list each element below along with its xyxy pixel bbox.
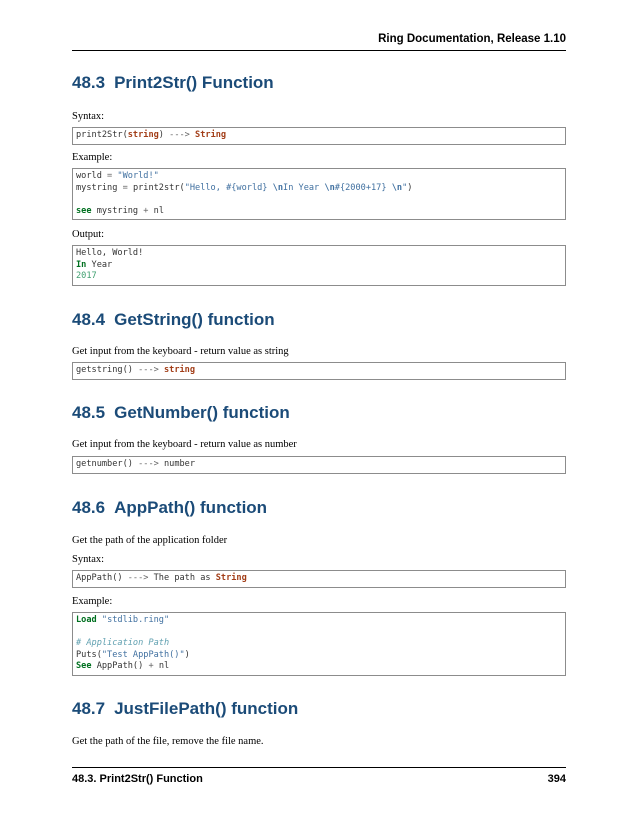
code-token: \n (272, 182, 284, 193)
code-line (76, 615, 562, 627)
code-token: The path as (148, 573, 216, 583)
section-title: GetString() function (114, 310, 275, 329)
getnumber-code-block[interactable] (72, 456, 566, 474)
code-token: "Test AppPath()" (101, 649, 185, 660)
code-line (76, 650, 562, 662)
code-token: \n (324, 182, 335, 193)
section-number: 48.7 (72, 699, 106, 718)
code-token: nl (153, 661, 170, 671)
code-line-blank (76, 194, 562, 206)
apppath-syntax-block[interactable] (72, 570, 566, 588)
code-token: AppPath() (76, 573, 128, 583)
example-code-block[interactable] (72, 168, 566, 220)
code-token: See (76, 661, 92, 671)
section-number: 48.4 (72, 310, 106, 329)
section-heading-48-3 (72, 73, 274, 93)
code-line (76, 638, 562, 650)
code-token: print2Str( (76, 130, 128, 140)
section-number: 48.5 (72, 403, 106, 422)
code-token: String (195, 130, 227, 140)
syntax-code-block[interactable] (72, 127, 566, 145)
code-token: = (107, 171, 113, 181)
output-label: Output: (72, 229, 105, 240)
example-label: Example: (72, 152, 113, 163)
code-line (76, 130, 562, 142)
section-description: Get the path of the file, remove the file name. (72, 736, 264, 747)
code-token: #{2000+17} (334, 182, 392, 193)
code-token: Year (86, 259, 113, 270)
code-token: 2017 (76, 271, 97, 281)
section-heading-48-6 (72, 498, 267, 518)
code-token: AppPath() (91, 661, 149, 671)
syntax-label: Syntax: (72, 554, 105, 565)
example-label: Example: (72, 596, 113, 607)
section-title: Print2Str() Function (114, 73, 274, 92)
code-token: ---> (169, 130, 190, 140)
code-token: + (143, 205, 149, 216)
section-heading-48-7 (72, 699, 298, 719)
code-token: getnumber() (76, 459, 139, 469)
code-line (76, 206, 562, 218)
code-token: ) (158, 130, 170, 140)
code-token: \n (391, 182, 403, 193)
code-token: ---> (138, 365, 159, 375)
code-token: ---> (138, 459, 159, 469)
code-token: ) (407, 182, 413, 193)
section-description: Get input from the keyboard - return value as number (72, 439, 297, 450)
code-token: mystring (76, 182, 123, 193)
code-line (76, 260, 562, 272)
section-description: Get input from the keyboard - return value as string (72, 346, 289, 357)
code-line (76, 573, 562, 585)
code-token: ) (184, 649, 190, 660)
code-token: string (127, 130, 159, 140)
code-line (76, 248, 562, 260)
code-token: Hello, World! (76, 248, 144, 258)
section-description: Get the path of the application folder (72, 535, 228, 546)
code-token: "World!" (117, 171, 159, 181)
running-header: Ring Documentation, Release 1.10 (378, 33, 566, 45)
code-token: number (158, 459, 196, 469)
code-token: In (76, 259, 87, 270)
section-heading-48-5 (72, 403, 290, 423)
code-line (76, 183, 562, 195)
code-line (76, 171, 562, 183)
code-token: "stdlib.ring" (101, 615, 170, 625)
header-rule (72, 50, 566, 51)
code-token: Load (76, 615, 97, 625)
code-token: String (215, 573, 247, 583)
section-heading-48-4 (72, 310, 275, 330)
footer-rule (72, 767, 566, 768)
code-token: In Year (283, 182, 325, 193)
code-token: "Hello, #{world} (184, 182, 273, 193)
code-line (76, 661, 562, 673)
code-token: " (402, 182, 408, 193)
code-token: mystring (91, 205, 144, 216)
code-token: getstring() (76, 365, 139, 375)
getstring-code-block[interactable] (72, 362, 566, 380)
code-token: ---> (127, 573, 149, 583)
output-code-block[interactable] (72, 245, 566, 286)
code-token: string (163, 365, 196, 375)
section-number: 48.3 (72, 73, 106, 92)
code-token: + (148, 661, 154, 671)
code-token: nl (148, 205, 164, 216)
section-title: JustFilePath() function (114, 699, 299, 718)
code-line (76, 271, 562, 283)
code-token: # Application Path (76, 638, 170, 648)
code-line (76, 459, 562, 471)
page-number: 394 (547, 773, 566, 785)
syntax-label: Syntax: (72, 111, 105, 122)
code-line-blank (76, 627, 562, 639)
footer-section-link[interactable]: 48.3. Print2Str() Function (72, 773, 203, 785)
section-title: GetNumber() function (114, 403, 290, 422)
code-token: see (76, 205, 92, 216)
code-token: = (122, 182, 128, 193)
code-token: print2str( (127, 182, 185, 193)
apppath-example-block[interactable] (72, 612, 566, 676)
section-title: AppPath() function (114, 498, 268, 517)
code-line (76, 365, 562, 377)
code-token: world (76, 171, 108, 181)
code-token: Puts( (76, 649, 102, 660)
section-number: 48.6 (72, 498, 106, 517)
